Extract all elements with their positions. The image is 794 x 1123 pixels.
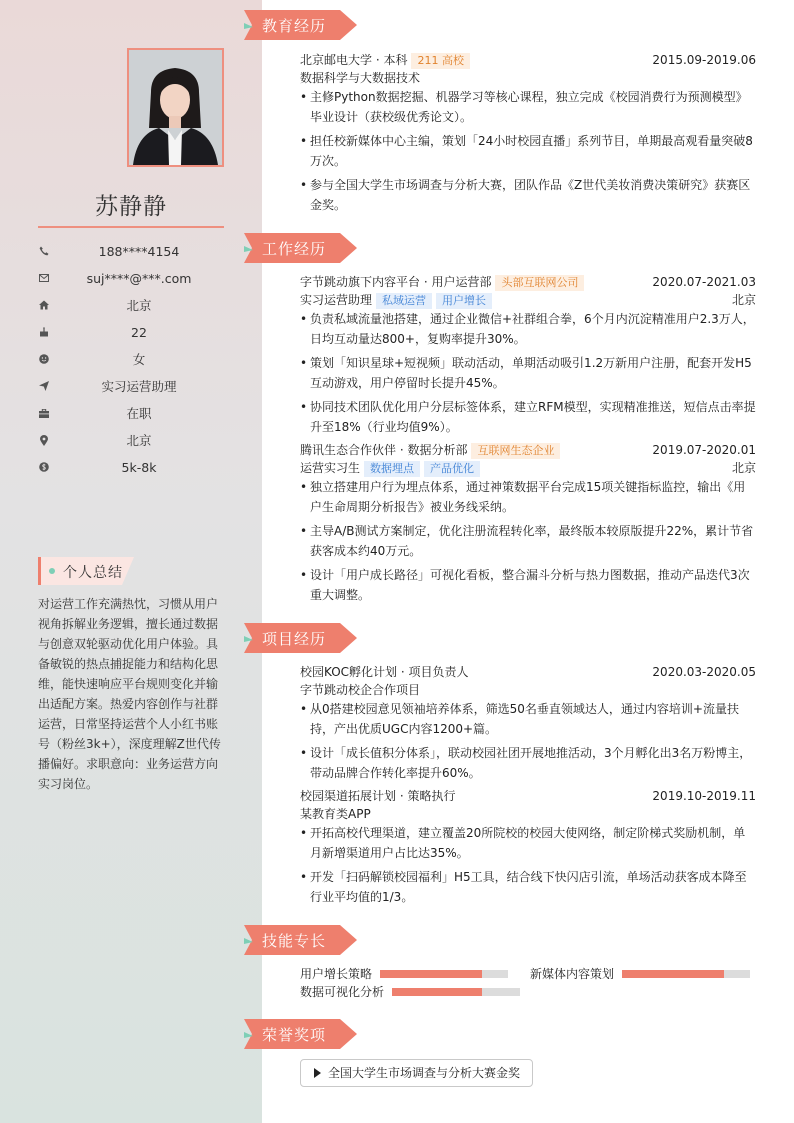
- project-title: 校园KOC孵化计划 · 项目负责人: [300, 665, 469, 679]
- project-header: [300, 663, 756, 681]
- education-bullet: • 担任校新媒体中心主编，策划「24小时校园直播」系列节目，单期最高观看量突破8万次。: [300, 131, 756, 171]
- work-company: 字节跳动旗下内容平台 · 用户运营部: [300, 275, 492, 289]
- mail-icon: [38, 271, 50, 285]
- location-pin-icon: [38, 433, 50, 447]
- education-period: 2015.09-2019.06: [652, 53, 756, 67]
- education-tag: 211 高校: [411, 53, 470, 69]
- contact-age: [38, 323, 224, 343]
- sidebar: [0, 0, 262, 1123]
- skill-bar: [622, 970, 750, 978]
- work-header: [300, 441, 756, 459]
- section-title-work: 工作经历: [262, 240, 327, 258]
- section-header-honors: [244, 1019, 357, 1049]
- summary-text: 对运营工作充满热忱，习惯从用户视角拆解业务逻辑，擅长通过数据与创意双轮驱动优化用户体验。具备敏锐的热点捕捉能力和结构化思维，能快速响应平台规则变化并输出适配方案。热爱内容创作与社群运营，日常坚持运营个人小红书账号（粉丝3k+），深度理解Z世代传播偏好。求职意向：业务运营方向实习岗位。: [38, 597, 221, 791]
- status-value: 在职: [126, 406, 152, 421]
- work-company: 腾讯生态合作伙伴 · 数据分析部: [300, 443, 468, 457]
- work-bullet: • 协同技术团队优化用户分层标签体系，建立RFM模型，实现精准推送，短信点击率提升至18%（行业均值9%）。: [300, 397, 756, 437]
- section-header-education: [244, 10, 357, 40]
- work-city: 北京: [731, 461, 756, 475]
- location-value: 北京: [126, 433, 152, 448]
- contact-phone: [38, 242, 224, 262]
- contact-target-position: [38, 377, 224, 397]
- cake-icon: [38, 325, 50, 339]
- send-icon: [38, 379, 50, 393]
- contact-location: [38, 431, 224, 451]
- gender-value: 女: [132, 352, 146, 367]
- candidate-name: 苏静静: [95, 194, 167, 220]
- work-role: 运营实习生: [300, 461, 361, 475]
- company-tag: 头部互联网公司: [495, 275, 584, 291]
- section-title-skills: 技能专长: [262, 932, 327, 950]
- skill-label: 新媒体内容策划: [530, 967, 615, 981]
- contact-status: [38, 404, 224, 424]
- education-school: 北京邮电大学 · 本科: [300, 53, 408, 67]
- project-org: 某教育类APP: [300, 807, 371, 821]
- skill-bar-fill: [392, 988, 482, 996]
- contact-email: [38, 269, 224, 289]
- profile-photo: [127, 48, 224, 167]
- work-bullet: • 设计「用户成长路径」可视化看板，整合漏斗分析与热力图数据，推动产品迭代3次重大调整。: [300, 565, 756, 605]
- phone-value: 188****4154: [98, 244, 180, 259]
- education-bullet: • 主修Python数据挖掘、机器学习等核心课程，独立完成《校园消费行为预测模型》毕业设计（获校级优秀论文）。: [300, 87, 756, 127]
- play-triangle-icon: [314, 1068, 321, 1078]
- company-tag: 互联网生态企业: [471, 443, 560, 459]
- money-icon: [38, 460, 50, 474]
- project-period: 2020.03-2020.05: [652, 665, 756, 679]
- work-role: 实习运营助理: [300, 293, 373, 307]
- honor-text: 全国大学生市场调查与分析大赛金奖: [328, 1066, 521, 1080]
- work-header: [300, 273, 756, 291]
- project-bullet: • 设计「成长值积分体系」，联动校园社团开展地推活动，3个月孵化出3名万粉博主，带动品牌合作转化率提升60%。: [300, 743, 756, 783]
- work-period: 2019.07-2020.01: [652, 443, 756, 457]
- project-bullet: • 开发「扫码解锁校园福利」H5工具，结合线下快闪店引流，单场活动获客成本降至行业平均值的1/3。: [300, 867, 756, 907]
- contact-salary: [38, 458, 224, 478]
- home-icon: [38, 298, 50, 312]
- section-title-honors: 荣誉奖项: [262, 1026, 327, 1044]
- project-title: 校园渠道拓展计划 · 策略执行: [300, 789, 456, 803]
- skill-bar-fill: [622, 970, 724, 978]
- skill-label: 用户增长策略: [300, 967, 373, 981]
- smile-icon: [38, 352, 50, 366]
- skill-bar: [380, 970, 508, 978]
- section-header-skills: [244, 925, 357, 955]
- contact-gender: [38, 350, 224, 370]
- summary-title: 个人总结: [63, 565, 123, 581]
- project-period: 2019.10-2019.11: [652, 789, 756, 803]
- role-tag: 产品优化: [424, 461, 480, 477]
- role-tag: 私域运营: [376, 293, 432, 309]
- work-role-row: [300, 459, 756, 477]
- work-bullet: • 主导A/B测试方案制定，优化注册流程转化率，最终版本较原版提升22%，累计节省获客成本约40万元。: [300, 521, 756, 561]
- project-org: 字节跳动校企合作项目: [300, 683, 421, 697]
- summary-bullet-dot: [49, 568, 55, 574]
- salary-value: 5k-8k: [121, 460, 157, 475]
- work-role-row: [300, 291, 756, 309]
- role-tag: 数据埋点: [364, 461, 420, 477]
- work-bullet: • 独立搭建用户行为埋点体系，通过神策数据平台完成15项关键指标监控，输出《用户生命周期分析报告》被业务线采纳。: [300, 477, 756, 517]
- work-bullet: • 负责私域流量池搭建，通过企业微信+社群组合拳，6个月内沉淀精准用户2.3万人，日均互动量达800+，复购率提升30%。: [300, 309, 756, 349]
- education-bullet: • 参与全国大学生市场调查与分析大赛，团队作品《Z世代美妆消费决策研究》获赛区金奖。: [300, 175, 756, 215]
- work-period: 2020.07-2021.03: [652, 275, 756, 289]
- target-position-value: 实习运营助理: [101, 379, 177, 394]
- skill-label: 数据可视化分析: [300, 985, 385, 999]
- section-header-work: [244, 233, 357, 263]
- section-title-education: 教育经历: [262, 17, 327, 35]
- skill-bar-fill: [380, 970, 482, 978]
- honor-item: [300, 1059, 533, 1087]
- work-city: 北京: [731, 293, 756, 307]
- contact-hometown: [38, 296, 224, 316]
- project-bullet: • 从0搭建校园意见领袖培养体系，筛选50名垂直领域达人，通过内容培训+流量扶持，产出优质UGC内容1200+篇。: [300, 699, 756, 739]
- email-value: suj****@***.com: [86, 271, 192, 286]
- role-tag: 用户增长: [436, 293, 492, 309]
- hometown-value: 北京: [126, 298, 152, 313]
- education-header: [300, 51, 756, 69]
- work-bullet: • 策划「知识星球+短视频」联动活动，单期活动吸引1.2万新用户注册，配套开发H5互动游戏，用户停留时长提升45%。: [300, 353, 756, 393]
- project-bullet: • 开拓高校代理渠道，建立覆盖20所院校的校园大使网络，制定阶梯式奖励机制，单月新增渠道用户占比达35%。: [300, 823, 756, 863]
- briefcase-icon: [38, 406, 50, 420]
- section-header-project: [244, 623, 357, 653]
- project-header: [300, 787, 756, 805]
- education-major: 数据科学与大数据技术: [300, 71, 421, 85]
- summary-heading: [38, 557, 134, 585]
- skill-bar: [392, 988, 520, 996]
- name-divider: [38, 226, 224, 228]
- phone-icon: [38, 244, 50, 258]
- age-value: 22: [131, 325, 147, 340]
- section-title-project: 项目经历: [262, 630, 327, 648]
